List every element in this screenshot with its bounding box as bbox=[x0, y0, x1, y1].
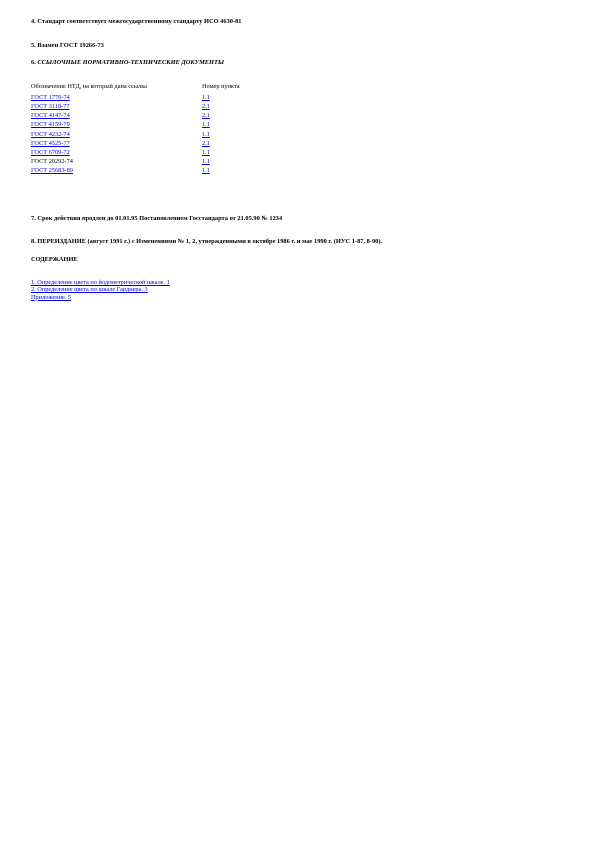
document-ref-link[interactable]: ГОСТ 6709-72 bbox=[31, 148, 70, 156]
clause-link[interactable]: 2.1 bbox=[202, 103, 210, 111]
table-row bbox=[29, 148, 242, 157]
clause-link[interactable]: 2.1 bbox=[202, 139, 210, 147]
paragraph-7: 7. Срок действия продлен до 01.01.95 Постановлением Госстандарта от 21.05.90 № 1234 bbox=[31, 215, 283, 222]
table-header-row bbox=[29, 82, 242, 93]
document-ref-link[interactable]: ГОСТ 4232-74 bbox=[31, 130, 70, 138]
clause-link[interactable]: 1.1 bbox=[202, 130, 210, 138]
document-ref-link[interactable]: ГОСТ 4159-79 bbox=[31, 121, 70, 129]
clause-link[interactable]: 1.1 bbox=[202, 121, 210, 129]
clause-link[interactable]: 2.1 bbox=[202, 112, 210, 120]
toc-link[interactable]: Приложение. 5 bbox=[31, 293, 72, 301]
clause-link[interactable]: 1.1 bbox=[202, 157, 210, 165]
paragraph-6-title: ССЫЛОЧНЫЕ НОРМАТИВНО-ТЕХНИЧЕСКИЕ ДОКУМЕНТЫ bbox=[37, 59, 225, 66]
table-row bbox=[29, 93, 242, 102]
toc-list bbox=[31, 279, 170, 301]
clause-link[interactable]: 1.1 bbox=[202, 94, 210, 102]
paragraph-6-number: 6. bbox=[31, 59, 36, 66]
document-ref-link[interactable]: ГОСТ 1770-74 bbox=[31, 94, 70, 102]
toc-heading: СОДЕРЖАНИЕ bbox=[31, 256, 78, 263]
paragraph-5: 5. Взамен ГОСТ 19266-73 bbox=[31, 42, 104, 49]
paragraph-6 bbox=[31, 59, 224, 67]
header-clause: Номер пункта bbox=[202, 83, 240, 91]
document-ref-link[interactable]: ГОСТ 4525-77 bbox=[31, 139, 70, 147]
table-row bbox=[29, 166, 242, 175]
paragraph-8: 8. ПЕРЕИЗДАНИЕ (август 1991 г.) с Изменениями № 1, 2, утвержденными в октябре 1986 г. и мае 1990 г. (ИУС 1-87, 8-90). bbox=[31, 238, 383, 245]
table-row bbox=[29, 102, 242, 111]
table-row bbox=[29, 120, 242, 129]
table-row bbox=[29, 157, 242, 166]
document-ref-link[interactable]: ГОСТ 3118-77 bbox=[31, 103, 70, 111]
clause-link[interactable]: 1.1 bbox=[202, 148, 210, 156]
clause-link[interactable]: 1.1 bbox=[202, 166, 210, 174]
document-ref-link[interactable]: ГОСТ 25683-89 bbox=[31, 166, 73, 174]
references-table-body bbox=[29, 93, 242, 175]
document-ref-link[interactable]: ГОСТ 4147-74 bbox=[31, 112, 70, 120]
table-row bbox=[29, 111, 242, 120]
references-table bbox=[29, 82, 242, 175]
paragraph-4: 4. Стандарт соответствует межгосударственному стандарту ИСО 4630-81 bbox=[31, 18, 242, 25]
document-ref-link: ГОСТ 20292-74 bbox=[31, 157, 73, 165]
header-document: Обозначение НТД, на который дана ссылка bbox=[31, 83, 147, 91]
table-row bbox=[29, 129, 242, 138]
toc-link[interactable]: 1. Определение цвета по йодометрической шкале. 1 bbox=[31, 279, 170, 286]
toc-link[interactable]: 2. Определение цвета по шкале Гарднера. 3 bbox=[31, 286, 148, 294]
table-row bbox=[29, 139, 242, 148]
